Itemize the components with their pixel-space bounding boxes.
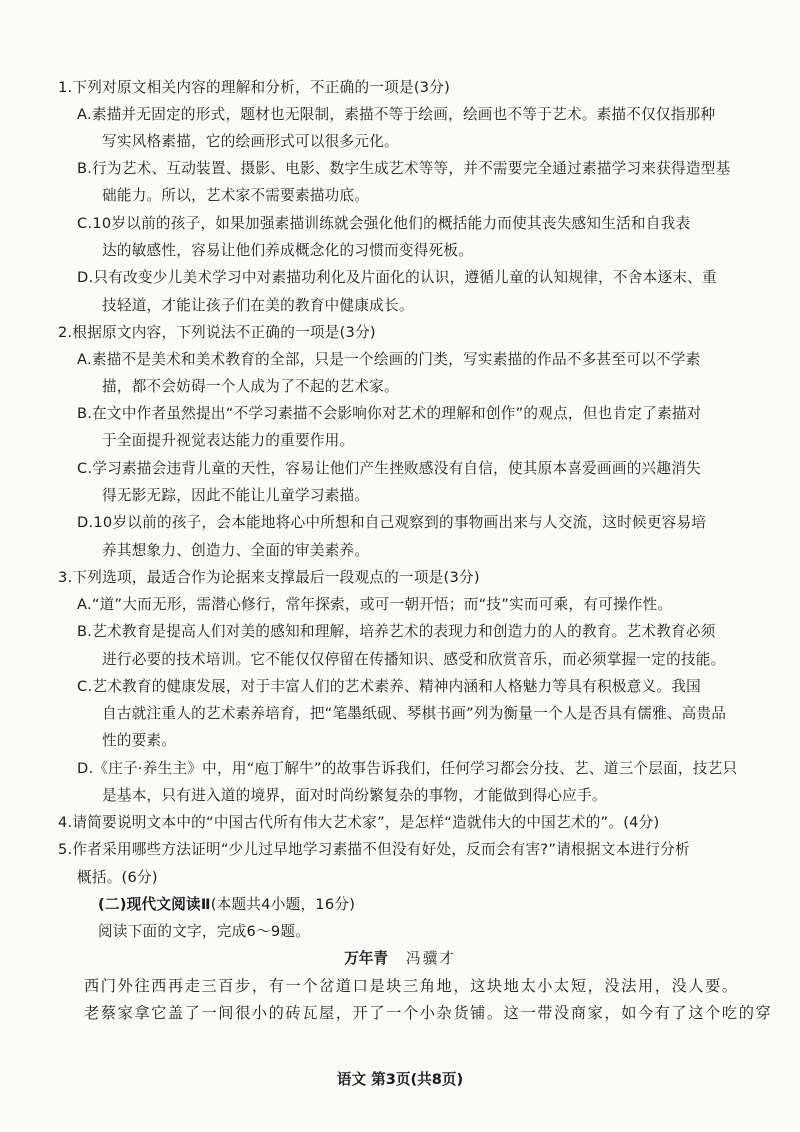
question-4-stem: 4.请简要说明文本中的“中国古代所有伟大艺术家”，是怎样“造就伟大的中国艺术的”。(4分) xyxy=(58,814,660,831)
q2-option-b-line2: 于全面提升视觉表达能力的重要作用。 xyxy=(102,432,355,449)
story-title-line xyxy=(0,949,800,969)
section-2-heading xyxy=(98,895,355,915)
q1-option-d-line1: D.只有改变少儿美术学习中对素描功利化及片面化的认识，遵循儿童的认知规律，不舍本逐末、重 xyxy=(77,269,717,286)
q3-option-c-line1: C.艺术教育的健康发展，对于丰富人们的艺术素养、精神内涵和人格魅力等具有积极意义。我国 xyxy=(77,678,701,695)
q1-option-a-line1: A.素描并无固定的形式，题材也无限制，素描不等于绘画，绘画也不等于艺术。素描不仅仅指那种 xyxy=(77,106,716,123)
question-5-stem-line1: 5.作者采用哪些方法证明“少儿过早地学习素描不但没有好处，反而会有害?”请根据文本进行分析 xyxy=(58,841,690,858)
section-2-heading-rest: (本题共4小题，16分) xyxy=(210,896,356,913)
q2-option-d-line1: D.10岁以前的孩子，会本能地将心中所想和自己观察到的事物画出来与人交流，这时候更容易培 xyxy=(77,514,707,531)
q2-option-a-line1: A.素描不是美术和美术教育的全部，只是一个绘画的门类，写实素描的作品不多甚至可以不学素 xyxy=(77,351,701,368)
q1-option-c-line2: 达的敏感性，容易让他们养成概念化的习惯而变得死板。 xyxy=(102,242,474,259)
q1-option-c-line1: C.10岁以前的孩子，如果加强素描训练就会强化他们的概括能力而使其丧失感知生活和自我表 xyxy=(77,215,691,232)
q1-option-d-line2: 技轻道，才能让孩子们在美的教育中健康成长。 xyxy=(102,297,414,314)
question-3-stem: 3.下列选项，最适合作为论据来支撑最后一段观点的一项是(3分) xyxy=(58,569,480,586)
q1-option-a-line2: 写实风格素描，它的绘画形式可以很多元化。 xyxy=(102,133,399,150)
q1-option-b-line1: B.行为艺术、互动装置、摄影、电影、数字生成艺术等等，并不需要完全通过素描学习来获得造型基 xyxy=(77,160,731,177)
q3-option-a-line1: A.“道”大而无形，需潜心修行，常年探索，或可一朝开悟；而“技”实而可乘，有可操作性。 xyxy=(77,596,673,613)
q2-option-b-line1: B.在文中作者虽然提出“不学习素描不会影响你对艺术的理解和创作”的观点，但也肯定了素描对 xyxy=(77,405,702,422)
page-footer: 语文 第3页(共8页) xyxy=(336,1071,464,1088)
section-2-instruction: 阅读下面的文字，完成6～9题。 xyxy=(98,923,311,940)
question-1-stem: 1.下列对原文相关内容的理解和分析，不正确的一项是(3分) xyxy=(58,79,451,96)
story-paragraph-2: 老蔡家拿它盖了一间很小的砖瓦屋，开了一个小杂货铺。这一带没商家，如今有了这个吃的穿 xyxy=(84,1004,773,1022)
story-paragraph-1: 西门外往西再走三百步，有一个岔道口是块三角地，这块地太小太短，没法用，没人要。 xyxy=(84,977,739,995)
q3-option-b-line2: 进行必要的技术培训。它不能仅仅停留在传播知识、感受和欣赏音乐，而必须掌握一定的技能。 xyxy=(102,651,726,668)
q2-option-c-line2: 得无影无踪，因此不能让儿童学习素描。 xyxy=(102,487,370,504)
section-2-heading-bold: (二)现代文阅读Ⅱ xyxy=(98,896,211,913)
story-author: 冯骥才 xyxy=(406,950,456,967)
question-2-stem: 2.根据原文内容，下列说法不正确的一项是(3分) xyxy=(58,324,376,341)
q2-option-c-line1: C.学习素描会违背儿童的天性，容易让他们产生挫败感没有自信，使其原本喜爱画画的兴趣消失 xyxy=(77,460,701,477)
question-5-stem-line2: 概括。(6分) xyxy=(77,869,158,886)
q3-option-d-line1: D.《庄子·养生主》中，用“庖丁解牛”的故事告诉我们，任何学习都会分技、艺、道三个层面，技艺只 xyxy=(77,760,738,777)
q3-option-c-line2: 自古就注重人的艺术素养培育，把“笔墨纸砚、琴棋书画”列为衡量一个人是否具有儒雅、高贵品 xyxy=(102,705,727,722)
q2-option-d-line2: 养其想象力、创造力、全面的审美素养。 xyxy=(102,542,370,559)
q3-option-c-line3: 性的要素。 xyxy=(102,732,177,749)
q3-option-d-line2: 是基本，只有进入道的境界，面对时尚纷繁复杂的事物，才能做到得心应手。 xyxy=(102,787,607,804)
q3-option-b-line1: B.艺术教育是提高人们对美的感知和理解，培养艺术的表现力和创造力的人的教育。艺术教育必须 xyxy=(77,623,716,640)
story-title: 万年青 xyxy=(344,950,388,967)
q2-option-a-line2: 描，都不会妨碍一个人成为了不起的艺术家。 xyxy=(102,378,399,395)
q1-option-b-line2: 础能力。所以，艺术家不需要素描功底。 xyxy=(102,187,370,204)
